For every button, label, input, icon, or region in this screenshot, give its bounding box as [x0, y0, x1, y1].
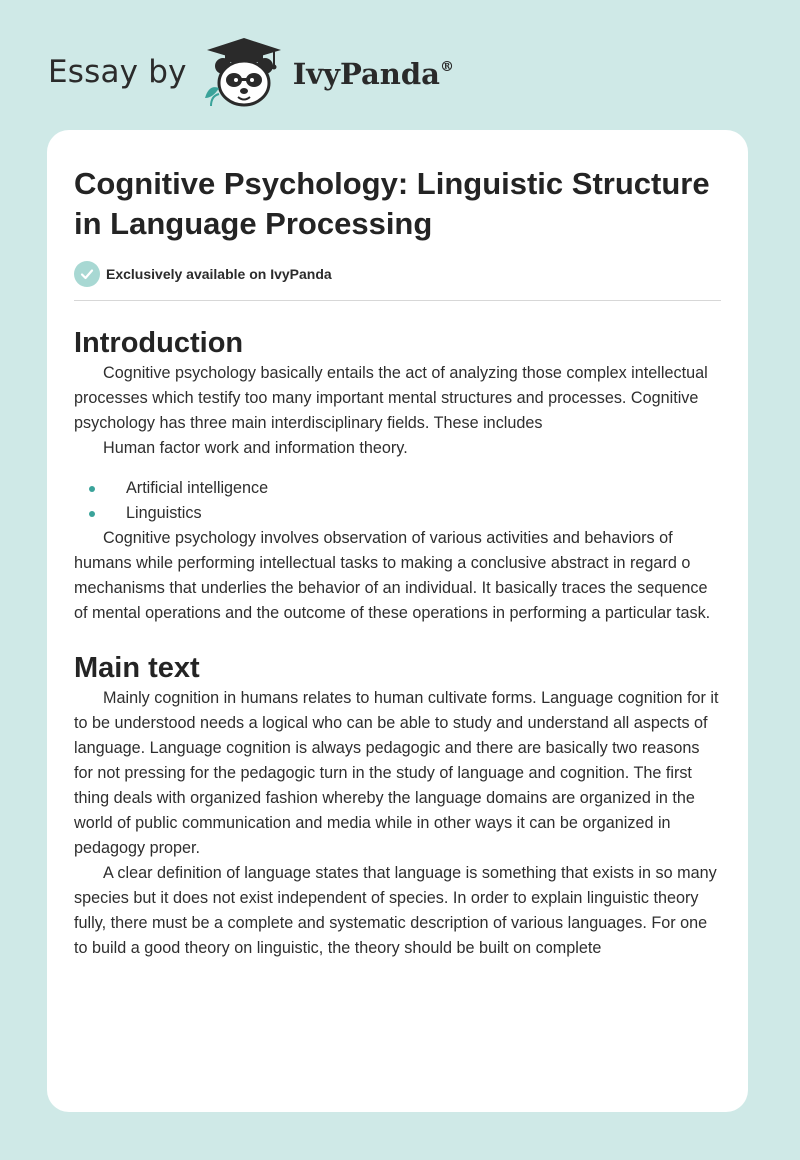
divider: [74, 300, 721, 301]
registered-mark: ®: [439, 59, 454, 76]
paragraph: Cognitive psychology basically entails the act of analyzing those complex intellectual processes which testify too many important mental structures and processes. Cognitive psychology has three main interdisciplinary fields. These includes: [74, 364, 708, 432]
check-circle-icon: [74, 261, 100, 287]
site-header: [48, 36, 454, 108]
paragraph: A clear definition of language states that language is something that exists in so many species but it does not exist independent of species. In order to explain linguistic theory fully, there must be a complete and systematic description of various languages. For one to build a good theory on linguistic, the theory should be built on complete: [74, 864, 717, 957]
bullet-list: [74, 476, 721, 526]
panda-graduate-logo-icon[interactable]: [201, 36, 287, 108]
exclusive-label: Exclusively available on IvyPanda: [106, 266, 332, 282]
section-heading-introduction: Introduction: [74, 327, 244, 359]
bullet-dot-icon: [89, 511, 95, 517]
list-item: Artificial intelligence: [74, 476, 721, 501]
brand-name[interactable]: IvyPanda®: [292, 57, 454, 91]
paragraph: Cognitive psychology involves observation of various activities and behaviors of humans while performing intellectual tasks to making a conclusive abstract in regard o mechanisms that underlies the behavior of an individual. It basically traces the sequence of mental operations and the outcome of these operations in performing a particular task.: [74, 529, 711, 622]
list-item: Linguistics: [74, 501, 721, 526]
essay-card: [47, 130, 748, 1112]
essay-by-label: Essay by: [48, 54, 187, 90]
bullet-dot-icon: [89, 486, 95, 492]
paragraph: Mainly cognition in humans relates to human cultivate forms. Language cognition for it to be understood needs a logical who can be able to study and understand all aspects of language. Language cognition is always pedagogic and there are basically two reasons for not pressing for the pedagogic turn in the study of language and cognition. The first thing deals with organized fashion whereby the language domains are organized in the world of public communication and media while in other ways it can be organized in pedagogy proper.: [74, 689, 719, 857]
section-heading-main-text: Main text: [74, 652, 200, 684]
exclusive-badge: [74, 260, 721, 288]
essay-title: Cognitive Psychology: Linguistic Structure in Language Processing: [74, 166, 710, 241]
paragraph: Human factor work and information theory.: [103, 439, 408, 457]
